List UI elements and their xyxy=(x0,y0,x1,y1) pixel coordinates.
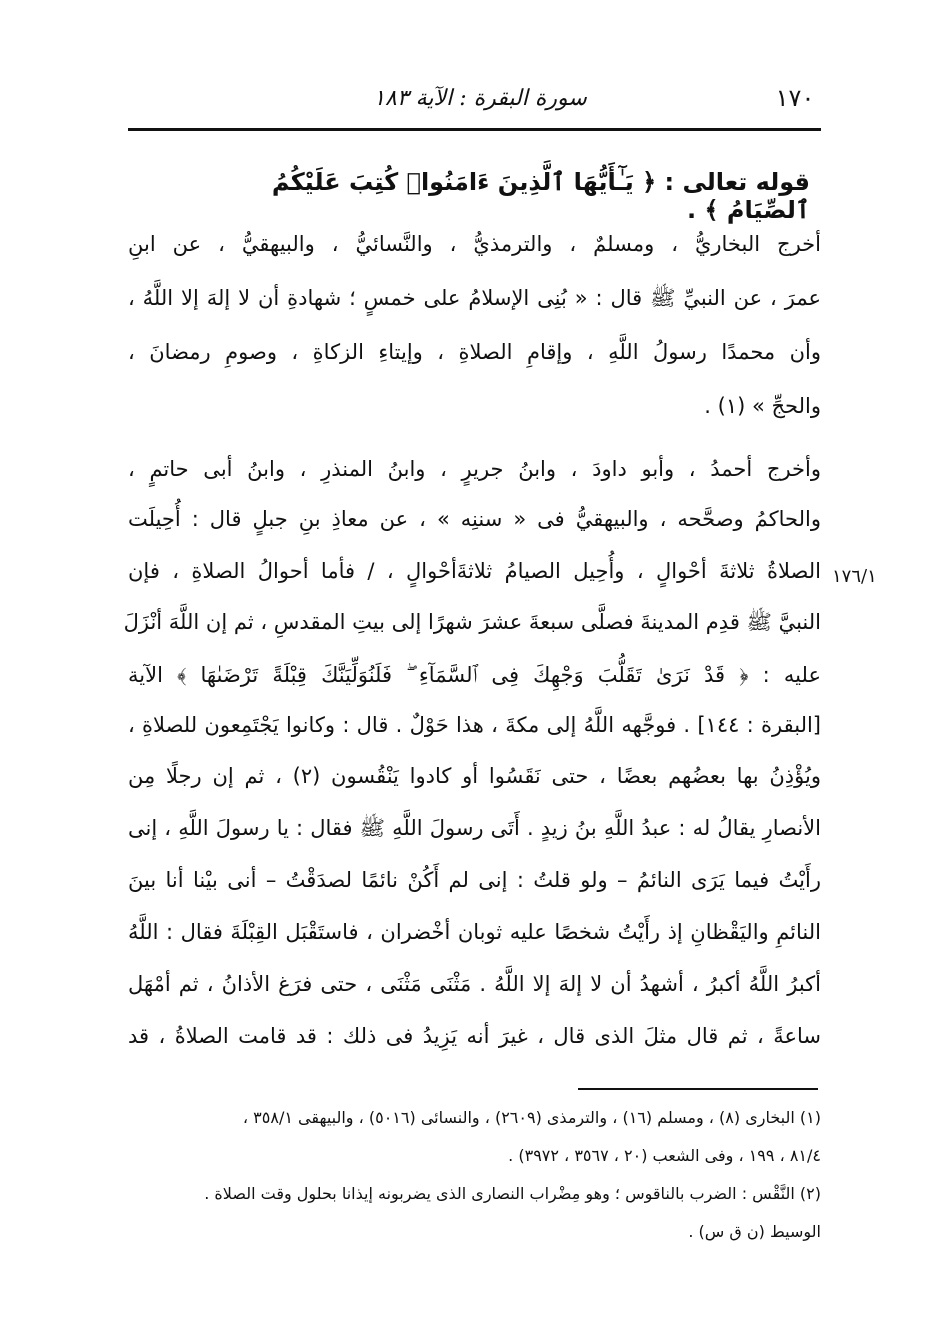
footnote-rule xyxy=(578,1088,818,1090)
running-title: سورة البقرة : الآية ١٨٣ xyxy=(373,86,587,111)
body-line: وأخرج أحمدُ ، وأبو داودَ ، وابنُ جريرٍ ، وابنُ المنذرِ ، وابنُ أبى حاتمٍ ، xyxy=(128,457,821,481)
body-line: أكبرُ اللَّهُ أكبرُ ، أشهدُ أن لا إلهَ إلا اللَّهُ . مَثْنَى مَثْنَى ، حتى فرَغ الأذانُ ، ثم أمْهَل xyxy=(128,972,821,996)
body-line: النائمِ واليَقْظانِ إذ رأَيْتُ شخصًا عليه ثوبان أخْضران ، فاستَقْبَل القِبْلَةَ فقال : اللَّهُ xyxy=(128,920,821,944)
body-line: أخرج البخاريُّ ، ومسلمٌ ، والترمذيُّ ، والنَّسائيُّ ، والبيهقيُّ ، عن ابنِ xyxy=(128,232,821,256)
body-line: الصلاةُ ثلاثةَ أحْوالٍ ، وأُحِيل الصيامُ ثلاثةَأحْوالٍ ، / فأما أحوالُ الصلاةِ ، فإن xyxy=(128,559,821,583)
footnote-line: الوسيط (ن ق س) . xyxy=(688,1222,821,1241)
body-line: والحاكمُ وصحَّحه ، والبيهقيُّ فى « سننِه » ، عن معاذِ بنِ جبلٍ قال : أُحِيلَت xyxy=(128,507,821,531)
footnote-line: ٨١/٤ ، ١٩٩ ، وفى الشعب (٢٠ ، ٣٥٦٧ ، ٣٩٧٢) . xyxy=(508,1146,821,1165)
body-line: رأَيْتُ فيما يَرَى النائمُ – ولو قلتُ : إنى لم أَكُنْ نائمًا لصدَقْتُ – أنى بيْنا أنا بينَ xyxy=(128,868,821,892)
body-line: [البقرة : ١٤٤] . فوجَّهه اللَّهُ إلى مكةَ ، هذا حَوْلٌ . قال : وكانوا يَجْتَمِعون للصلاةِ ، xyxy=(128,713,821,737)
footnote-line: (٢) النَّقْس : الضرب بالناقوس ؛ وهو مِضْراب النصارى الذى يضربونه إيذانا بحلول وقت الصلاة . xyxy=(204,1184,821,1203)
body-line: ويُؤْذِنُ بها بعضُهم بعضًا ، حتى نَقَسُوا أو كادوا يَنْقُسون (٢) ، ثم إن رجلًا مِن xyxy=(128,764,821,788)
verse-heading: قوله تعالى : ﴿ يَـٰٓأَيُّهَا ٱلَّذِينَ ءَامَنُوا۟ كُتِبَ عَلَيْكُمُ ٱلصِّيَامُ ﴾ . xyxy=(271,168,810,224)
header-rule xyxy=(128,128,821,131)
margin-reference: ١٧٦/١ xyxy=(832,566,877,587)
body-line: النبيَّ ﷺ قدِم المدينةَ فصلَّى سبعةَ عشرَ شهرًا إلى بيتِ المقدسِ ، ثم إن اللَّهَ أنْزَلَ xyxy=(123,610,821,634)
footnote-line: (١) البخارى (٨) ، ومسلم (١٦) ، والترمذى (٢٦٠٩) ، والنسائى (٥٠١٦) ، والبيهقى ٣٥٨/١ ، xyxy=(242,1108,821,1127)
body-line: وأن محمدًا رسولُ اللَّهِ ، وإقامِ الصلاةِ ، وإيتاءِ الزكاةِ ، وصومِ رمضانَ ، xyxy=(128,340,821,364)
page-number: ١٧٠ xyxy=(775,84,815,112)
body-line: والحجِّ » (١) . xyxy=(704,394,821,418)
body-line: الأنصارِ يقالُ له : عبدُ اللَّهِ بنُ زيدٍ . أَتَى رسولَ اللَّهِ ﷺ فقال : يا رسولَ اللَّهِ ، إنى xyxy=(128,816,821,840)
body-line: عمرَ ، عن النبيِّ ﷺ قال : « بُنِى الإسلامُ على خمسٍ ؛ شهادةِ أن لا إلهَ إلا اللَّهُ ، xyxy=(128,286,821,310)
body-line: ساعةً ، ثم قال مثلَ الذى قال ، غيرَ أنه يَزِيدُ فى ذلك : قد قامت الصلاةُ ، قد xyxy=(128,1024,821,1048)
body-line: عليه : ﴿ قَدْ نَرَىٰ تَقَلُّبَ وَجْهِكَ فِى ٱلسَّمَآءِ ۖ فَلَنُوَلِّيَنَّكَ قِبْلَةً تَرْضَىٰهَا ﴾ الآية xyxy=(128,663,821,687)
